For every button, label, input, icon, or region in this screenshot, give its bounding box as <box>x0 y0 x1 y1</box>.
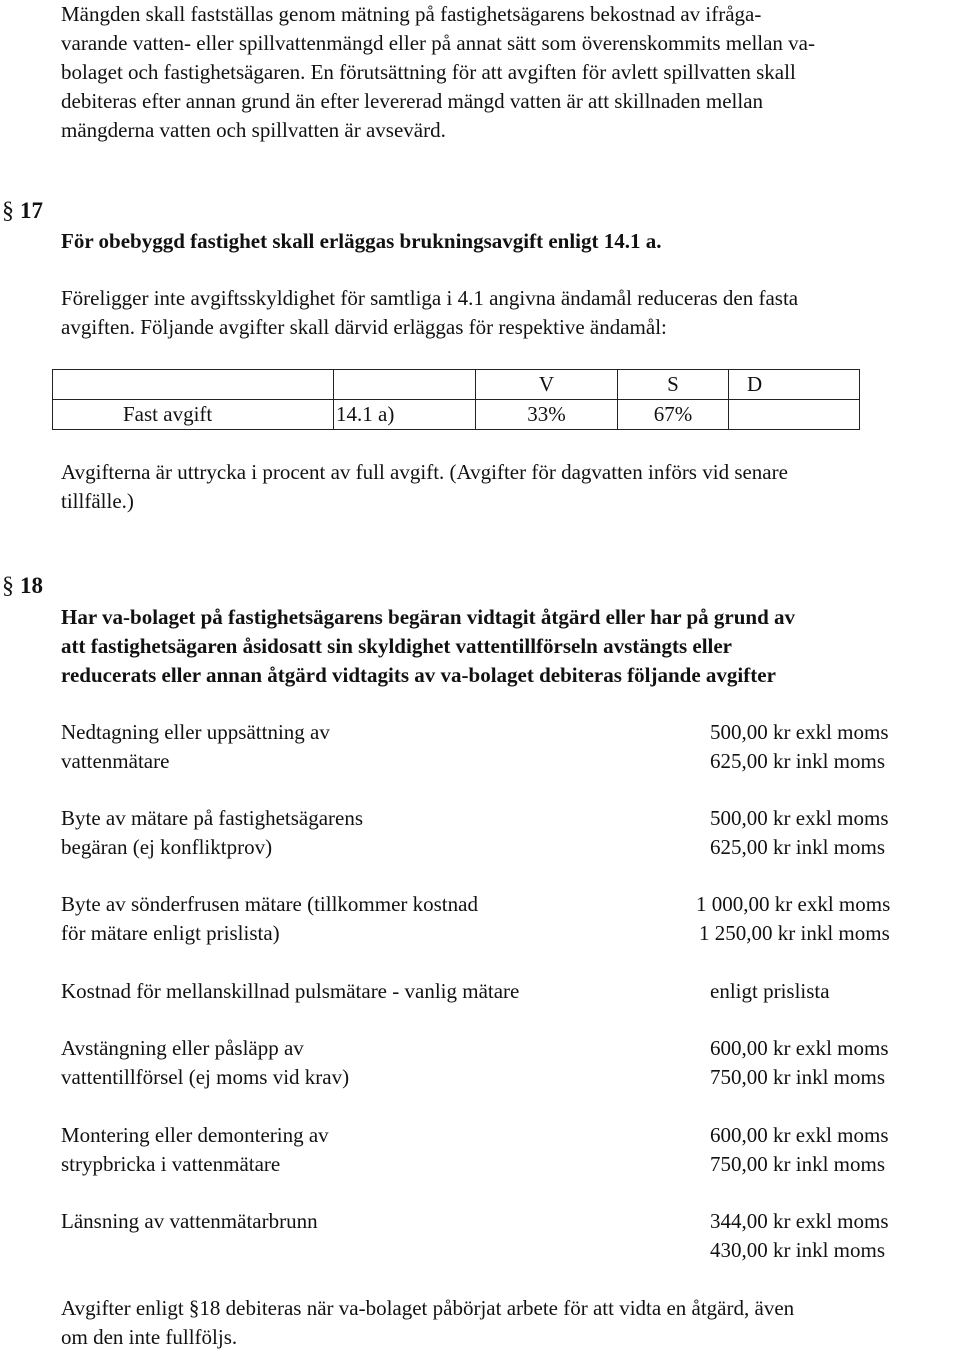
price-line: 500,00 kr exkl moms <box>710 806 889 830</box>
desc-line: Länsning av vattenmätarbrunn <box>61 1209 318 1233</box>
price-line: 625,00 kr inkl moms <box>710 749 886 773</box>
fee-row <box>61 804 931 862</box>
fee-description <box>61 1034 349 1092</box>
desc-line: begäran (ej konfliktprov) <box>61 835 273 859</box>
price-line: 750,00 kr inkl moms <box>710 1152 886 1176</box>
text-line: Avgifterna är uttrycka i procent av full avgift. (Avgifter för dagvatten införs vid senare <box>61 460 788 484</box>
section-18-heading <box>61 603 795 690</box>
fee-row <box>61 890 931 948</box>
fee-row <box>61 1121 931 1179</box>
fee-description <box>61 1121 329 1179</box>
fee-row <box>61 718 931 776</box>
price-line: 600,00 kr exkl moms <box>710 1036 889 1060</box>
table-cell: V <box>476 370 618 400</box>
text-line: om den inte fullföljs. <box>61 1325 238 1349</box>
desc-line: Kostnad för mellanskillnad pulsmätare - vanlig mätare <box>61 979 520 1003</box>
desc-line: för mätare enligt prislista) <box>61 921 280 945</box>
heading-line: att fastighetsägaren åsidosatt sin skyldighet vattentillförseln avstängts eller <box>61 634 733 658</box>
intro-line: bolaget och fastighetsägaren. En förutsättning för att avgiften för avlett spillvatten skall <box>61 60 796 84</box>
fee-description <box>61 890 478 948</box>
fee-row <box>61 977 931 1006</box>
heading-line: Har va-bolaget på fastighetsägarens begäran vidtagit åtgärd eller har på grund av <box>61 605 796 629</box>
price-line: 500,00 kr exkl moms <box>710 720 889 744</box>
table-cell <box>729 400 860 430</box>
intro-line: varande vatten- eller spillvattenmängd eller på annat sätt som överenskommits mellan va- <box>61 31 816 55</box>
desc-line: Nedtagning eller uppsättning av <box>61 720 330 744</box>
text-line: Föreligger inte avgiftsskyldighet för samtliga i 4.1 angivna ändamål reduceras den fasta <box>61 286 799 310</box>
intro-line: debiteras efter annan grund än efter levererad mängd vatten är att skillnaden mellan <box>61 89 764 113</box>
section-symbol: § <box>2 573 14 599</box>
table-header-row <box>53 370 860 400</box>
fee-price <box>710 1207 889 1265</box>
fee-description <box>61 977 519 1006</box>
section-17-text <box>61 284 798 342</box>
table-cell: 33% <box>476 400 618 430</box>
price-line: enligt prislista <box>710 979 830 1003</box>
fee-price <box>710 977 830 1006</box>
fee-price <box>710 1121 889 1179</box>
table-cell: 67% <box>618 400 729 430</box>
intro-paragraph <box>61 0 815 145</box>
price-line: 430,00 kr inkl moms <box>710 1238 886 1262</box>
price-line: 1 000,00 kr exkl moms <box>696 892 891 916</box>
fee-price <box>710 1034 889 1092</box>
table-cell: D <box>729 370 860 400</box>
text-line: tillfälle.) <box>61 489 134 513</box>
section-symbol: § <box>2 198 14 224</box>
section-number: 17 <box>20 198 43 223</box>
desc-line: Avstängning eller påsläpp av <box>61 1036 304 1060</box>
text-line: Avgifter enligt §18 debiteras när va-bolaget påbörjat arbete för att vidta en åtgärd, även <box>61 1296 795 1320</box>
fee-row <box>61 1207 931 1265</box>
table-row <box>53 400 860 430</box>
desc-line: vattenmätare <box>61 749 170 773</box>
fee-description <box>61 718 330 776</box>
table-cell: 14.1 a) <box>334 400 476 430</box>
fee-price <box>696 890 890 948</box>
text-line: avgiften. Följande avgifter skall därvid erläggas för respektive ändamål: <box>61 315 667 339</box>
price-line: 344,00 kr exkl moms <box>710 1209 889 1233</box>
section-17-note <box>61 458 788 516</box>
price-line: 1 250,00 kr inkl moms <box>699 921 890 945</box>
fee-description <box>61 1207 318 1236</box>
table-cell: Fast avgift <box>53 400 334 430</box>
heading-line: reducerats eller annan åtgärd vidtagits av va-bolaget debiteras följande avgifter <box>61 663 776 687</box>
fee-price <box>710 804 889 862</box>
price-line: 750,00 kr inkl moms <box>710 1065 886 1089</box>
section-18-marker <box>2 573 43 600</box>
desc-line: Byte av mätare på fastighetsägarens <box>61 806 364 830</box>
section-17-heading: För obebyggd fastighet skall erläggas brukningsavgift enligt 14.1 a. <box>61 229 662 253</box>
section-17-marker <box>2 198 43 225</box>
section-18-footer <box>61 1294 794 1352</box>
desc-line: vattentillförsel (ej moms vid krav) <box>61 1065 350 1089</box>
intro-line: Mängden skall fastställas genom mätning på fastighetsägarens bekostnad av ifråga- <box>61 2 762 26</box>
fee-price <box>710 718 889 776</box>
price-line: 600,00 kr exkl moms <box>710 1123 889 1147</box>
section-number: 18 <box>20 573 43 598</box>
desc-line: Byte av sönderfrusen mätare (tillkommer kostnad <box>61 892 478 916</box>
price-line: 625,00 kr inkl moms <box>710 835 886 859</box>
desc-line: Montering eller demontering av <box>61 1123 329 1147</box>
desc-line: strypbricka i vattenmätare <box>61 1152 281 1176</box>
table-cell <box>53 370 334 400</box>
table-cell <box>334 370 476 400</box>
fee-distribution-table <box>52 369 860 430</box>
intro-line: mängderna vatten och spillvatten är avsevärd. <box>61 118 446 142</box>
table-cell: S <box>618 370 729 400</box>
fee-description <box>61 804 363 862</box>
fee-row <box>61 1034 931 1092</box>
